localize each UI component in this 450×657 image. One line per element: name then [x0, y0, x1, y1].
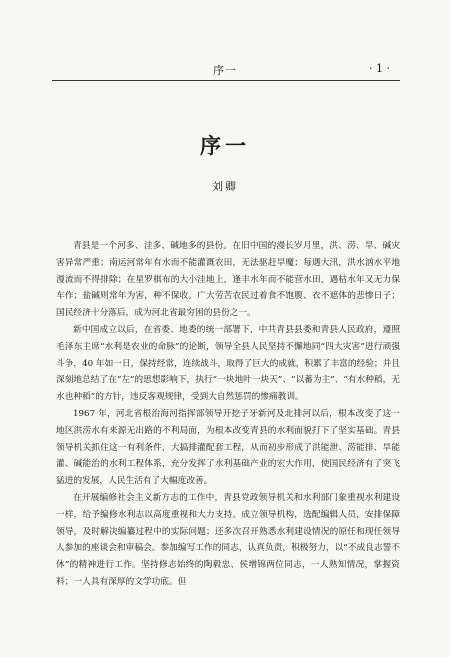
- author-name: 刘卿: [212, 180, 238, 193]
- paragraph: 青县是一个河多、洼多、碱地多的县份。在旧中国的漫长岁月里，洪、涝、旱、碱灾害异常严重；南运河常年有水而不能灌溉农田，无法驱赶旱魔；每遇大汛，洪水汹水平地漫流而不得排除；在星罗棋布的大小洼地上，逢丰水年而不能营水田，遇枯水年又无力保车作；盐碱则常年为害，种不保收。广大劳苦农民过着食不饱腹、衣不遮体的悲惨日子；国民经济十分落后，成为河北省最穷困的县份之一。: [56, 241, 400, 319]
- page-title: 序一: [200, 133, 250, 158]
- paragraph: 在开展编修社会主义新方志的工作中，青县党政领导机关和水利部门象重视水利建设一样，给予编修水利志以高度重视和大力支持。成立领导机构，选配编辑人员，安排保障领导，及时解决编纂过程中的实际问题；还多次召开熟悉水利建设情况的原任和现任领导人参加的座谈会和审稿会。参加编写工作的同志，认真负责，积极努力，以“不成良志誓不休”的精神进行工作。坚持修志始终的陶毅忠、侯增锦两位同志，一人熟知情况，掌握资料；一人具有深厚的文学功底。但: [56, 492, 400, 587]
- header-rule: [52, 80, 400, 81]
- running-header: [0, 62, 450, 82]
- body-text: [56, 238, 400, 591]
- paragraph: 新中国成立以后，在省委、地委的统一部署下，中共青县县委和青县人民政府，遵照毛泽东主席“水利是农业的命脉”的论断，领导全县人民坚持不懈地同“四大灾害”进行顽强斗争，40 年如一日，保持经常，连续战斗，取得了巨大的成就，积累了丰富的经验；并且深刻地总结了在“左”的思想影响下，执行“一块地叶一块天”、“以蓄为主”、“有水种稻，无水也种稻”的方针，违反客观规律，受到大自然惩罚的惨痛教训。: [56, 324, 400, 403]
- page-number: · 1 ·: [369, 62, 390, 75]
- header-title: 序一: [213, 64, 237, 77]
- paragraph: 1967 年，河北省根治海河指挥部领导开挖子牙新河及北排河以后，根本改变了这一地区洪涝水有来源无出路的不利局面，为根本改变青县的水利面貌打下了坚实基础。青县领导机关抓住这一有利条件，大搞排灌配套工程，从而初步形成了洪能泄、涝能排、旱能灌、碱能治的水利工程体系，充分发挥了水利基础产业的宏大作用，使国民经济有了突飞猛进的发展，人民生活有了大幅度改善。: [56, 408, 400, 487]
